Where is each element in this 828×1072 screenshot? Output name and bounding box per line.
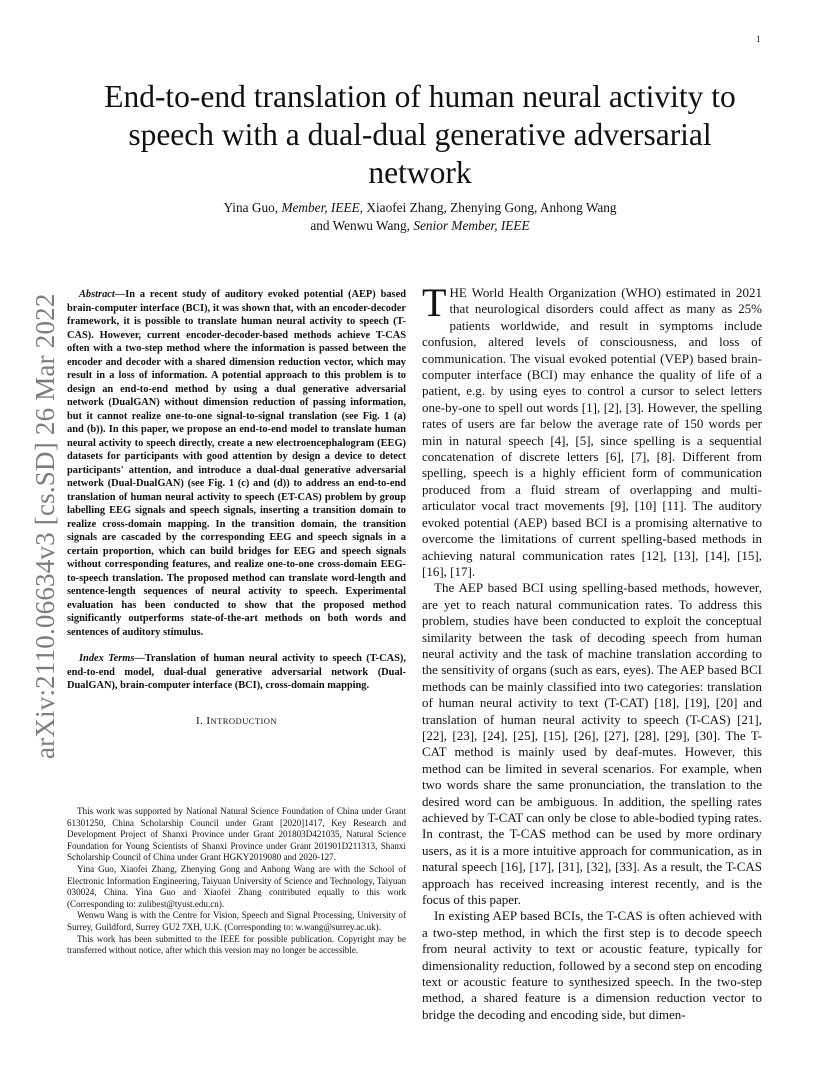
section-title-rest: NTRODUCTION	[210, 715, 277, 726]
abstract	[67, 288, 406, 639]
intro-paragraph-1	[422, 280, 762, 580]
arxiv-identifier: arXiv:2110.06634v3 [cs.SD] 26 Mar 2022	[30, 293, 60, 759]
intro-paragraph-2: The AEP based BCI using spelling-based methods, however, are yet to reach natural communication rates. To address this problem, studies have been conducted to exploit the conceptual similarity between the task of decoding speech from human neural activity and the task of machine translation according to the sensitivity of organs (such as ears, eyes). The AEP based BCI methods can be mainly classified into two categories: translation of human neural activity to text (T-CAT) [18], [19], [20] and translation of human neural activity to speech (T-CAS) [21], [22], [23], [24], [25], [15], [26], [27], [28], [29], [30]. The T-CAT method is mainly used by deaf-mutes. However, this method can be limited in several scenarios. For example, when two words share the same pronunciation, the translation to the desired word can be ambiguous. In addition, the spelling rates achieved by T-CAT can only be close to able-bodied typing rates. In contrast, the T-CAS method can be used by more ordinary users, as it is a more intuitive approach for communication, as in natural speech [16], [17], [31], [32], [33]. As a result, the T-CAS approach has received increasing interest recently, and is the focus of this paper.	[422, 580, 762, 908]
page-number: 1	[756, 34, 761, 44]
footnote-affiliation: Yina Guo, Xiaofei Zhang, Zhenying Gong and Anhong Wang are with the School of Electronic Information Engineering, Taiyuan University of Science and Technology, Taiyuan 030024, China. Yina Guo and Xiaofei Zhang contributed equally to this work (Corresponding to: zulibest@tyust.edu.cn).	[67, 863, 406, 909]
author-line-1	[100, 199, 740, 217]
abstract-label: Abstract	[79, 289, 115, 300]
abstract-text: —In a recent study of auditory evoked potential (AEP) based brain-computer interface (BCI), it was shown that, with an encoder-decoder framework, it is possible to translate human neural activity to speech (T-CAS). However, current encoder-decoder-based methods achieve T-CAS often with a two-step method where the information is passed between the encoder and decoder with a shared dimension reduction vector, which may result in a loss of information. A potential approach to this problem is to design an end-to-end method by using a dual generative adversarial network (DualGAN) without dimension reduction of passing information, but it cannot realize one-to-one signal-to-signal translation (see Fig. 1 (a) and (b)). In this paper, we propose an end-to-end model to translate human neural activity to speech directly, create a new electroencephalogram (EEG) datasets for participants with good attention by design a device to detect participants' attention, and introduce a dual-dual generative adversarial network (Dual-DualGAN) (see Fig. 1 (c) and (d)) to address an end-to-end translation of human neural activity to speech (ET-CAS) problem by group labelling EEG signals and speech signals, inserting a transition domain to realize cross-domain mapping. In the transition domain, the transition signals are cascaded by the corresponding EEG and speech signals in a certain proportion, which can build bridges for EEG and speech signals without corresponding features, and realize one-to-one cross-domain EEG-to-speech translation. The proposed method can translate word-length and sentence-length sequences of neural activity to speech. Experimental evaluation has been conducted to show that the proposed method significantly outperforms state-of-the-art methods on both words and sentences of auditory stimulus.	[67, 289, 406, 638]
index-terms	[67, 652, 406, 693]
footnote-funding: This work was supported by National Natural Science Foundation of China under Grant 61301250, China Scholarship Council under Grant [2020]1417, Key Research and Development Project of Shanxi Province under Grant 201803D421035, Natural Science Foundation for Young Scientists of Shanxi Province under Grant 201901D211313, Shanxi Scholarship Council of China under Grant HGKY2019080 and 2020-127.	[67, 806, 406, 863]
footnote-affiliation-2: Wenwu Wang is with the Centre for Vision, Speech and Signal Processing, University of Surrey, Guildford, Surrey GU2 7XH, U.K. (Corresponding to: w.wang@surrey.ac.uk).	[67, 910, 406, 932]
section-title-initial: I	[206, 714, 211, 727]
paragraph-text: World Health Organization (WHO) estimated in 2021 that neurological disorders could affect as many as 25% patients worldwide, and result in symptoms include confusion, altered levels of consciousness, and loss of communication. The visual evoked potential (VEP) based brain-computer interface (BCI) may enhance the quality of life of a patient, e.g. by using eyes to control a cursor to select letters one-by-one to spell out words [1], [2], [3]. However, the spelling rates of users are far below the average rate of 150 words per min in natural speech [4], [5], since spelling is a sequential concatenation of discrete letters [6], [7], [8]. Different from spelling, speech is a highly efficient form of communication produced from a fluid stream of overlapping and multi-articulator vocal tract movements [9], [10] [11]. The auditory evoked potential (AEP) based BCI is a promising alternative to overcome the limitations of current spelling-based methods in achieving natural communication rates [12], [13], [14], [15], [16], [17].	[422, 285, 762, 579]
left-column	[67, 288, 406, 727]
author-membership: Member, IEEE,	[281, 200, 364, 215]
section-heading	[67, 715, 406, 727]
author-names: Xiaofei Zhang, Zhenying Gong, Anhong Wang	[363, 200, 617, 215]
author-names: and Wenwu Wang,	[310, 218, 414, 233]
footnotes	[67, 806, 406, 957]
author-list	[100, 199, 740, 235]
author-line-2	[100, 217, 740, 235]
drop-cap: T	[422, 280, 447, 325]
intro-paragraph-3: In existing AEP based BCIs, the T-CAS is often achieved with a two-step method, in which the first step is to decode speech from neural activity to text or acoustic feature, typically for dimensionality reduction, followed by a second step on encoding text or acoustic feature to synthesized speech. In the two-step method, a shared feature is a dimension reduction vector to bridge the decoding and encoding side, but dimen-	[422, 908, 762, 1022]
lead-smallcaps: HE	[449, 285, 467, 300]
author-membership: Senior Member, IEEE	[413, 218, 530, 233]
paper-title: End-to-end translation of human neural activity to speech with a dual-dual generative adversarial network	[104, 79, 736, 190]
section-number: I.	[196, 714, 207, 727]
footnote-copyright: This work has been submitted to the IEEE for possible publication. Copyright may be transferred without notice, after which this version may no longer be accessible.	[67, 933, 406, 956]
index-terms-text: —Translation of human neural activity to speech (T-CAS), end-to-end model, dual-dual generative adversarial network (Dual-DualGAN), brain-computer interface (BCI), cross-domain mapping.	[67, 653, 406, 691]
right-column	[422, 280, 762, 1023]
index-terms-label: Index Terms	[79, 653, 135, 664]
author-names: Yina Guo,	[223, 200, 282, 215]
